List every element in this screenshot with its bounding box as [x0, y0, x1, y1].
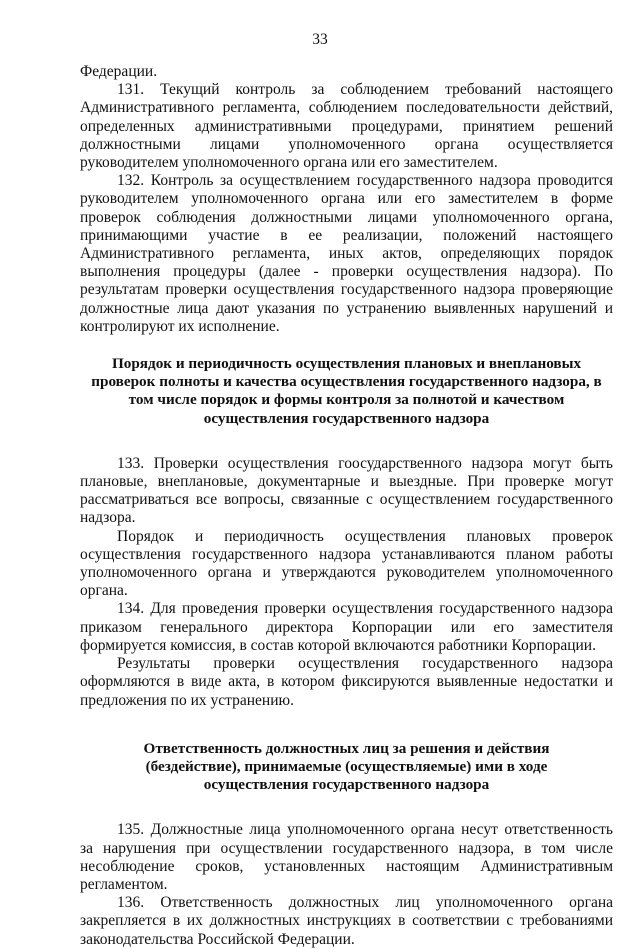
paragraph-134: 134. Для проведения проверки осуществления государственного надзора приказом генерального директора Корпорации или его заместителя формируется комиссия, в состав которой включаются работники Корпорации. — [80, 600, 613, 654]
page-number: 33 — [312, 31, 328, 48]
paragraph-inspection-order: Порядок и периодичность осуществления плановых проверок осуществления государственного надзора устанавливаются планом работы уполномоченного органа и утверждаются руководителем уполномоченного органа. — [80, 527, 613, 600]
section-heading-inspections: Порядок и периодичность осуществления плановых и внеплановых проверок полноты и качества осуществления государственного надзора, в том числе порядок и формы контроля за полнотой и качеством осуществления государственного надзора — [91, 355, 602, 427]
paragraph-136: 136. Ответственность должностных лиц уполномоченного органа закрепляется в их должностных инструкциях в соответствии с требованиями законодательства Российской Федерации. — [80, 894, 613, 948]
paragraph-131: 131. Текущий контроль за соблюдением требований настоящего Административного регламента, соблюдением последовательности действий, определенных административными процедурами, принятием решений должностными лицами уполномоченного органа осуществляется руководителем уполномоченного органа или его заместителем. — [80, 81, 613, 172]
paragraph-133: 133. Проверки осуществления гоосударственного надзора могут быть плановые, внеплановые, документарные и выездные. При проверке могут рассматриваться все вопросы, связанные с осуществлением государственного надзора. — [80, 454, 613, 527]
paragraph-inspection-results: Результаты проверки осуществления государственного надзора оформляются в виде акта, в котором фиксируются выявленные недостатки и предложения по их устранению. — [80, 655, 613, 709]
section-heading-responsibility: Ответственность должностных лиц за решения и действия (бездействие), принимаемые (осуществляемые) ими в ходе осуществления государственного надзора — [143, 739, 550, 794]
document-body — [80, 63, 613, 949]
paragraph-135: 135. Должностные лица уполномоченного органа несут ответственность за нарушения при осуществлении государственного надзора, в том числе несоблюдение сроков, установленных настоящим Административным регламентом. — [80, 821, 613, 893]
paragraph-continuation: Федерации. — [80, 63, 158, 80]
paragraph-132: 132. Контроль за осуществлением государственного надзора проводится руководителем уполномоченного органа или его заместителем в форме проверок соблюдения должностными лицами уполномоченного органа, принимающими участие в ее реализации, положений настоящего Административного регламента, иных актов, определяющих порядок выполнения процедуры (далее - проверки осуществления надзора). По результатам проверки осуществления государственного надзора проверяющие должностные лица дают указания по устранению выявленных нарушений и контролируют их исполнение. — [80, 172, 613, 335]
